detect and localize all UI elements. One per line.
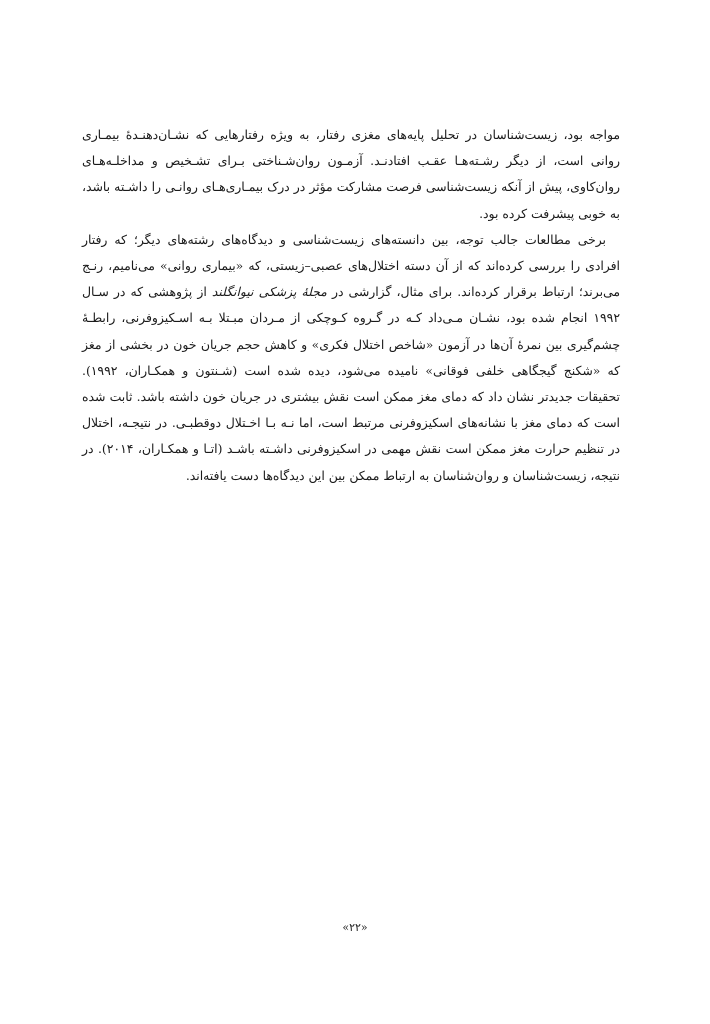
page-number: «۲۲» [342, 921, 368, 934]
paragraph-2-text-part-2: از پژوهشی که در سـال ۱۹۹۲ انجام شده بود، نشـان مـی‌داد کـه در گـروه کـوچکی از مـردان مبـتلا بـه اسـکیزوفرنی، رابطـهٔ چشم‌گیری بین نمرهٔ آن‌ها در آزمون «شاخص اختلال فکری» و کاهش حجم جریان خون در بخشی از مغز که «شکنج گیجگاهی خلفی فوقانی» نامیده می‌شود، دیده شده است (شـنتون و همکـاران، ۱۹۹۲). تحقیقات جدیدتر نشان داد که دمای مغز ممکن است نقش بیشتری در جریان خون داشته باشد. ثابت شده است که دمای مغز با نشانه‌های اسکیزوفرنی مرتبط است، اما نـه بـا اخـتلال دوقطبـی. در نتیجـه، اختلال در تنظیم حرارت مغز ممکن است نقش مهمی در اسکیزوفرنی داشـته باشـد (اتـا و همکـاران، ۲۰۱۴). در نتیجه، زیست‌شناسان و روان‌شناسان به ارتباط ممکن بین این دیدگاه‌ها دست یافته‌اند. [82, 284, 620, 483]
body-text [82, 122, 620, 489]
paragraph-1 [82, 122, 620, 227]
journal-title: مجلهٔ پزشکی نیوانگلند [211, 284, 327, 300]
paragraph-1-text: مواجه بود، زیست‌شناسان در تحلیل پایه‌های مغزی رفتار، به ویژه رفتارهایی که نشـان‌دهنـدهٔ بیمـاری روانی است، از دیگر رشـته‌هـا عقـب افتادنـد. آزمـون روان‌شـناختی بـرای تشـخیص و مداخلـه‌هـای روان‌کاوی، پیش از آنکه زیست‌شناسی فرصت مشارکت مؤثر در درک بیمـاری‌هـای روانـی را داشـته باشد، به خوبی پیشرفت کرده بود. [82, 127, 620, 221]
paragraph-2-text-part-1: برخی مطالعات جالب توجه، بین دانسته‌های زیست‌شناسی و دیدگاه‌های رشته‌های دیگر؛ که رفتار افرادی را بررسی کرده‌اند که از آن دسته اختلال‌های عصبی–زیستی، که «بیماری روانی» می‌نامیم، رنـج می‌برند؛ ارتباط برقرار کرده‌اند. برای مثال، گزارشی در [82, 231, 621, 300]
paragraph-2 [82, 227, 620, 489]
